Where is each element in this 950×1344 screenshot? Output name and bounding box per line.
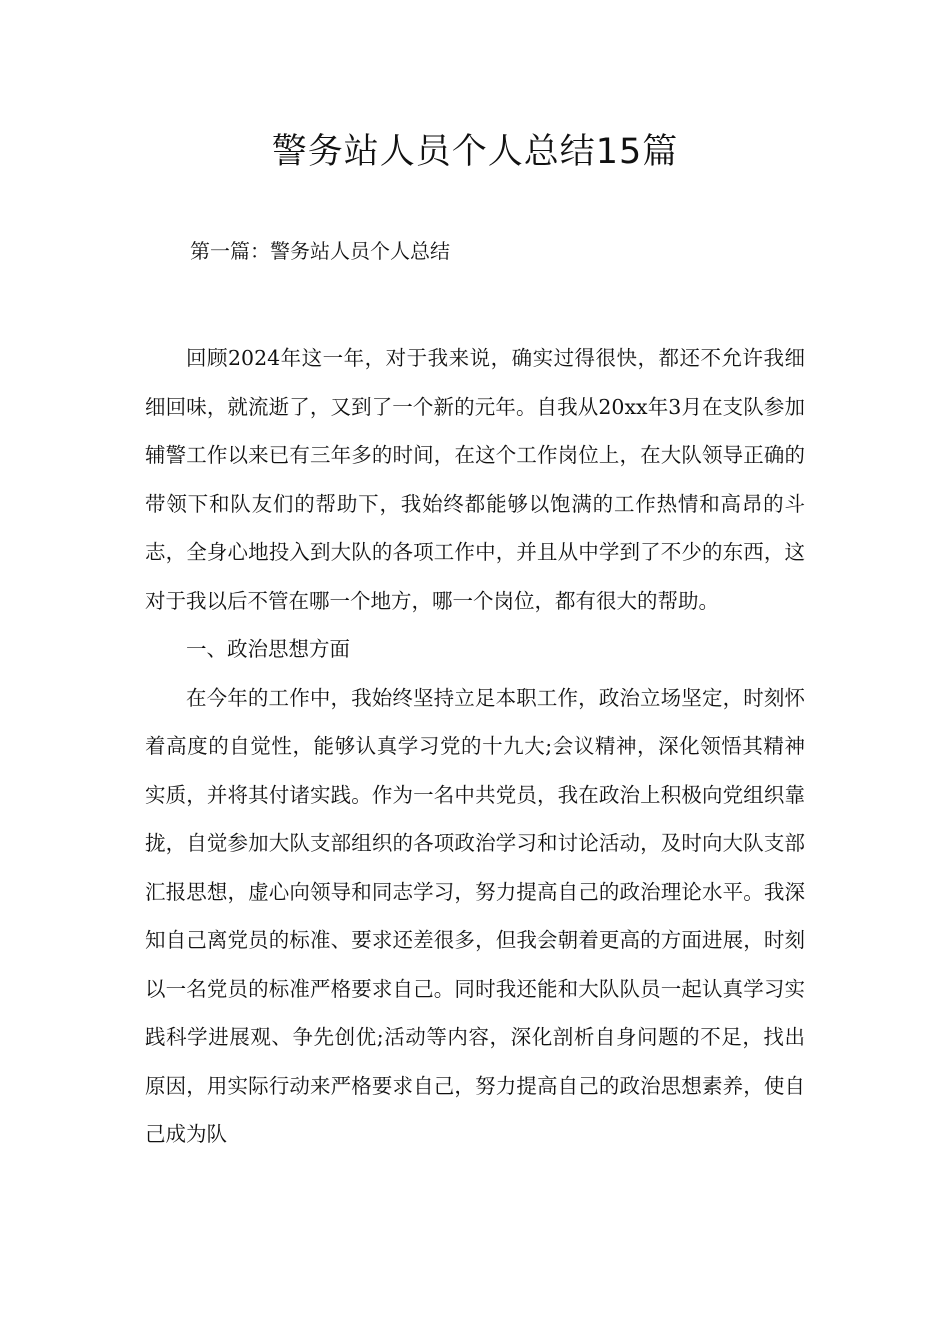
document-title: 警务站人员个人总结15篇 xyxy=(271,132,679,172)
paragraph-review: 回顾2024年这一年，对于我来说，确实过得很快，都还不允许我细细回味，就流逝了，又到了一个新的元年。自我从20xx年3月在支队参加辅警工作以来已有三年多的时间，在这个工作岗位上，在大队领导正确的带领下和队友们的帮助下，我始终都能够以饱满的工作热情和高昂的斗志，全身心地投入到大队的各项工作中，并且从中学到了不少的东西，这对于我以后不管在哪一个地方，哪一个岗位，都有很大的帮助。 xyxy=(145,346,805,613)
paragraph-political: 在今年的工作中，我始终坚持立足本职工作，政治立场坚定，时刻怀着高度的自觉性，能够认真学习党的十九大;会议精神，深化领悟其精神实质，并将其付诸实践。作为一名中共党员，我在政治上积极向党组织靠拢，自觉参加大队支部组织的各项政治学习和讨论活动，及时向大队支部汇报思想，虚心向领导和同志学习，努力提高自己的政治理论水平。我深知自己离党员的标准、要求还差很多，但我会朝着更高的方面进展，时刻以一名党员的标准严格要求自己。同时我还能和大队队员一起认真学习实践科学进展观、争先创优;活动等内容，深化剖析自身问题的不足，找出原因，用实际行动来严格要求自己，努力提高自己的政治思想素养，使自己成为队 xyxy=(145,685,805,1146)
section-heading-political: 一、政治思想方面 xyxy=(186,637,350,661)
section-subtitle: 第一篇：警务站人员个人总结 xyxy=(190,239,450,263)
document-body xyxy=(145,334,805,1159)
